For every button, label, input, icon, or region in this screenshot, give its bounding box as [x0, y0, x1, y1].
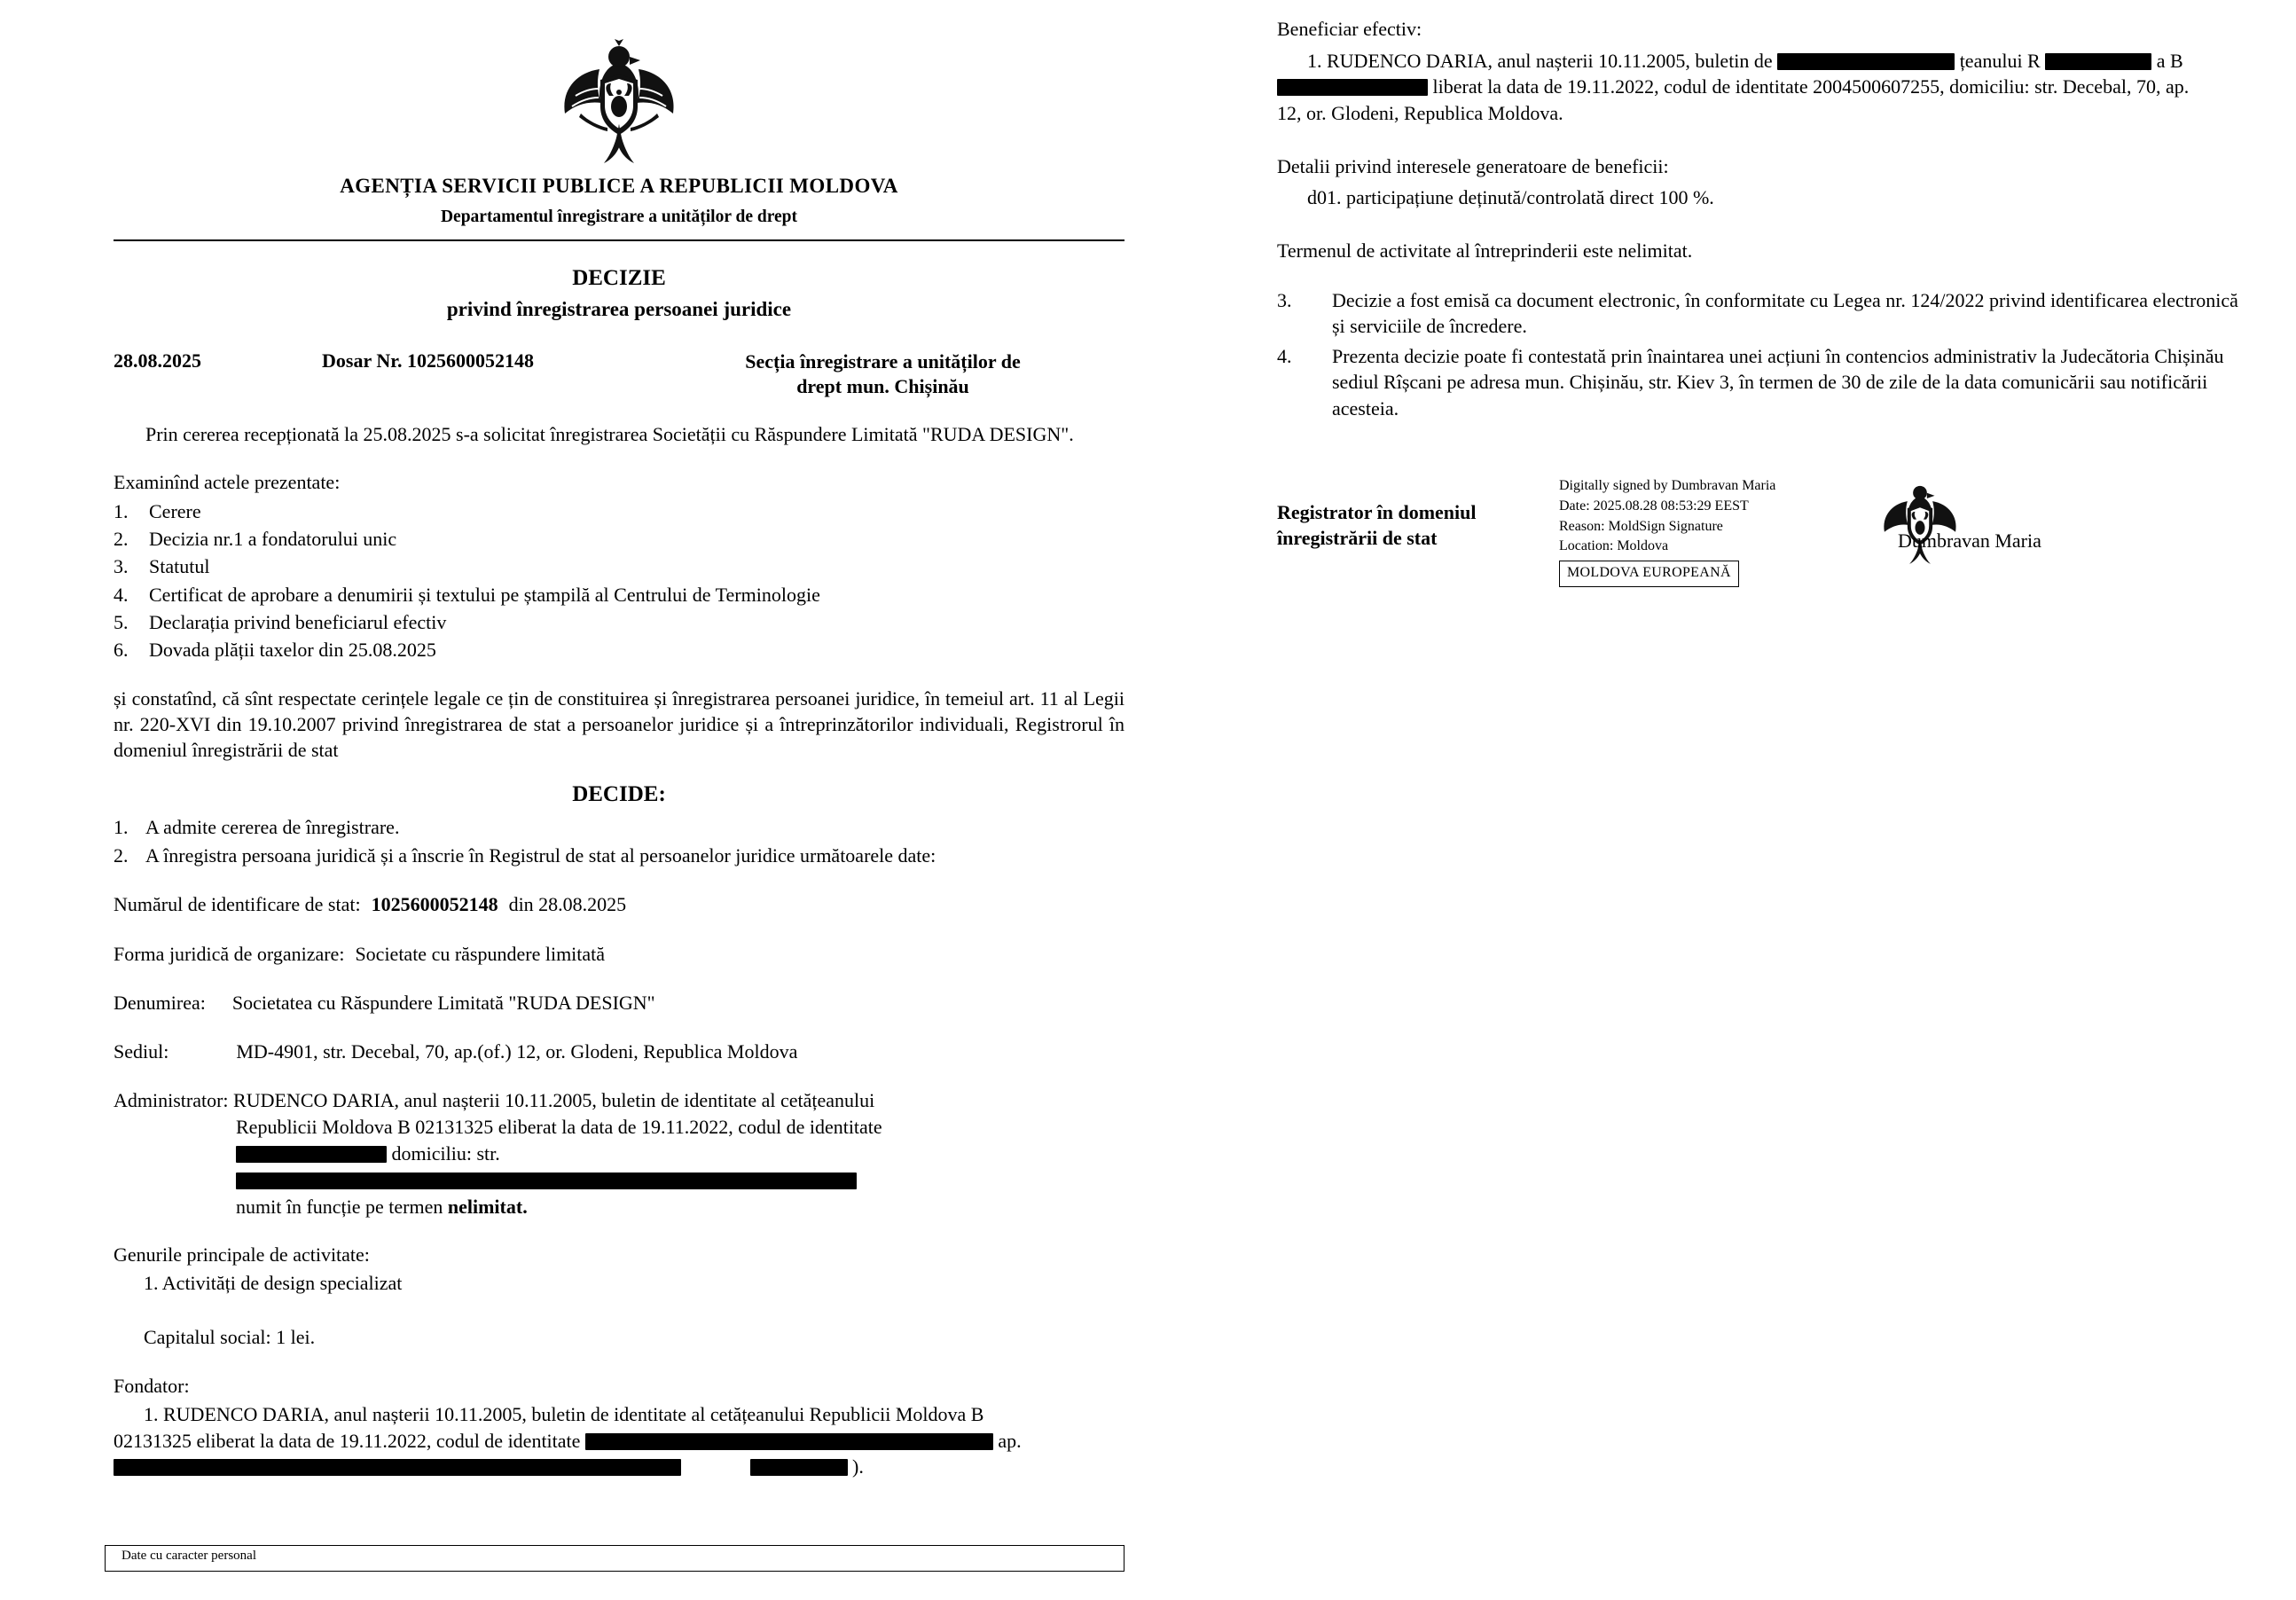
header-divider: [114, 239, 1124, 241]
field-legal-form: [114, 941, 1124, 967]
redacted-block: [1277, 79, 1428, 96]
beneficiary-line-2-text: liberat la data de 19.11.2022, codul de identitate 2004500607255, domiciliu: str. Decebal, 70, ap.: [1432, 75, 2190, 98]
list-item-number: 1.: [114, 816, 129, 839]
list-item: [114, 636, 1124, 663]
list-item-label: Certificat de aprobare a denumirii și textului pe ștampilă al Centrului de Terminologie: [149, 583, 820, 606]
list-item: [114, 553, 1124, 580]
list-item-label: Declarația privind beneficiarul efectiv: [149, 610, 447, 633]
right-column: [1277, 16, 2253, 592]
redacted-block: [1777, 53, 1955, 70]
field-value: Societatea cu Răspundere Limitată "RUDA DESIGN": [231, 991, 655, 1014]
decide-heading: DECIDE:: [572, 782, 666, 807]
administrator-line-2: Republicii Moldova B 02131325 eliberat la data de 19.11.2022, codul de identitate: [236, 1116, 882, 1139]
list-item-label: A admite cererea de înregistrare.: [145, 816, 400, 839]
list-item: [1277, 287, 2253, 340]
list-item: [114, 581, 1124, 608]
field-address: [114, 1039, 1124, 1064]
founder-details: [114, 1401, 1124, 1481]
interests-item: d01. participațiune deținută/controlată direct 100 %.: [1307, 186, 1714, 209]
beneficiary-line-1-mid: țeanului R: [1959, 49, 2041, 72]
registrar-role-line2: înregistrării de stat: [1277, 527, 1438, 550]
list-item-label: A înregistra persoana juridică și a înscrie în Registrul de stat al persoanelor juridice următoarele date:: [145, 843, 936, 867]
field-administrator: [114, 1087, 1124, 1220]
personal-data-footer: Date cu caracter personal: [105, 1545, 1124, 1572]
interests-label: Detalii privind interesele generatoare de beneficii:: [1277, 154, 1669, 177]
list-item-label: Decizie a fost emisă ca document electronic, în conformitate cu Legea nr. 124/2022 privind identificarea electronică și serviciile de încredere.: [1332, 288, 2238, 338]
activities-item: 1. Activități de design specializat: [144, 1272, 403, 1294]
list-item-label: Dovada plății taxelor din 25.08.2025: [149, 639, 436, 662]
field-value-suffix: din 28.08.2025: [508, 893, 627, 916]
field-label: Numărul de identificare de stat:: [114, 893, 361, 916]
activity-term: Termenul de activitate al întreprinderii este nelimitat.: [1277, 239, 1693, 263]
signature-meta-line4: Location: Moldova: [1559, 538, 1669, 554]
founder-label: Fondator:: [114, 1374, 190, 1397]
list-item-label: Prezenta decizie poate fi contestată prin înaintarea unei acțiuni în contencios administrativ la Judecătoria Chișinău sediul Rîșcani pe adresa mun. Chișinău, str. Kiev 3, în termen de 30 de zile de la data comunicării sau notificării acesteia.: [1332, 344, 2224, 420]
founder-line-2-prefix: 02131325 eliberat la data de 19.11.2022, codul de identitate: [114, 1429, 581, 1452]
signature-meta-line1: Digitally signed by Dumbravan Maria: [1559, 478, 1776, 494]
signature-meta-line3: Reason: MoldSign Signature: [1559, 518, 1723, 534]
dossier-number: Dosar Nr. 1025600052148: [322, 349, 534, 372]
department-name: Departamentul înregistrare a unităților de drept: [440, 208, 798, 226]
redacted-block: [236, 1173, 857, 1189]
administrator-domicile-label: domiciliu: str.: [391, 1142, 500, 1165]
field-value: RUDENCO DARIA, anul nașterii 10.11.2005, buletin de identitate al cetățeanului: [233, 1089, 875, 1112]
field-value: 1025600052148: [371, 893, 498, 916]
left-column: [114, 25, 1124, 1480]
list-item-label: Statutul: [149, 555, 210, 578]
signature-meta-line2: Date: 2025.08.28 08:53:29 EEST: [1559, 498, 1749, 514]
field-label: Denumirea:: [114, 991, 206, 1014]
field-label: Administrator:: [114, 1089, 229, 1112]
right-decisions-list: [1277, 287, 2253, 421]
list-item: [114, 814, 1124, 841]
signature-badge: MOLDOVA EUROPEANĂ: [1559, 561, 1739, 587]
field-label: Sediul:: [114, 1040, 169, 1063]
founder-line-2-suffix: ap.: [998, 1429, 1022, 1452]
activities-label: Genurile principale de activitate:: [114, 1243, 370, 1266]
examined-acts-label: Examinînd actele prezentate:: [114, 470, 341, 493]
legal-basis-paragraph: și constatînd, că sînt respectate cerințele legale ce țin de constituirea și înregistrarea persoanei juridice, în temeiul art. 11 al Legii nr. 220-XVI din 19.10.2007 privind înregistrarea de stat a persoanelor juridice și a întreprinzătorilor individuali, Registrorul în domeniul înregistrării de stat: [114, 687, 1124, 761]
founder-line-3-end: ).: [852, 1455, 864, 1478]
founder-line-2: [114, 1428, 1124, 1455]
list-item-label: Decizia nr.1 a fondatorului unic: [149, 528, 397, 551]
registrar-role: [1277, 499, 1543, 552]
beneficiary-line-1: [1307, 48, 2253, 75]
administrator-line-1: [114, 1087, 1124, 1114]
issuing-section-line2: drept mun. Chișinău: [796, 375, 969, 398]
coat-of-arms-icon: [114, 25, 1124, 171]
redacted-block: [114, 1459, 681, 1476]
redacted-block: [585, 1433, 993, 1450]
founder-line-1: 1. RUDENCO DARIA, anul nașterii 10.11.2005, buletin de identitate al cetățeanului Republicii Moldova B: [144, 1402, 984, 1425]
document-meta: [114, 349, 1124, 399]
document-subtitle: privind înregistrarea persoanei juridice: [446, 298, 792, 320]
beneficiary-line-2: [1277, 74, 2253, 100]
digital-signature-meta: [1559, 476, 1775, 587]
list-item: [114, 525, 1124, 553]
list-item-number: 4.: [1277, 344, 1292, 367]
agency-name: AGENȚIA SERVICII PUBLICE A REPUBLICII MOLDOVA: [340, 175, 898, 197]
administrator-line-3: [114, 1141, 1124, 1194]
beneficiary-line-1-post: a B: [2156, 49, 2183, 72]
intro-paragraph: Prin cererea recepționată la 25.08.2025 s-a solicitat înregistrarea Societății cu Răspundere Limitată "RUDA DESIGN".: [145, 423, 1074, 446]
field-label: Forma juridică de organizare:: [114, 942, 345, 965]
administrator-term-value: nelimitat.: [447, 1196, 528, 1219]
list-item-number: 1.: [114, 499, 129, 522]
beneficiary-line-3: 12, or. Glodeni, Republica Moldova.: [1277, 102, 1563, 125]
list-item-number: 3.: [1277, 288, 1292, 311]
list-item: [114, 608, 1124, 636]
issuing-section: [641, 349, 1124, 399]
signature-coat-of-arms-icon: [1862, 469, 1978, 571]
signature-block: [1277, 476, 2253, 592]
administrator-line-4: [114, 1194, 1124, 1220]
redacted-block: [236, 1146, 387, 1163]
list-item: [1277, 343, 2253, 421]
field-value: MD-4901, str. Decebal, 70, ap.(of.) 12, or. Glodeni, Republica Moldova: [236, 1040, 798, 1063]
administrator-term-prefix: numit în funcție pe termen: [236, 1196, 443, 1219]
list-item: [114, 843, 1124, 869]
list-item-number: 5.: [114, 610, 129, 633]
examined-acts-list: [114, 498, 1124, 663]
share-capital: Capitalul social: 1 lei.: [144, 1325, 316, 1348]
founder-line-3: [114, 1454, 1124, 1480]
list-item-number: 3.: [114, 555, 129, 578]
beneficiary-details: [1277, 48, 2253, 127]
list-item-label: Cerere: [149, 499, 201, 522]
registrar-role-line1: Registrator în domeniul: [1277, 501, 1477, 524]
list-item-number: 6.: [114, 639, 129, 662]
field-value: Societate cu răspundere limitată: [355, 942, 606, 965]
list-item-number: 2.: [114, 528, 129, 551]
field-company-name: [114, 990, 1124, 1016]
signer-name: Dumbravan Maria: [1898, 529, 2041, 553]
field-state-id: [114, 891, 1124, 917]
list-item-number: 4.: [114, 583, 129, 606]
beneficiary-line-1-prefix: 1. RUDENCO DARIA, anul nașterii 10.11.2005, buletin de: [1307, 49, 1773, 72]
issuing-section-line1: Secția înregistrare a unităților de: [745, 350, 1021, 373]
document-title: DECIZIE: [572, 266, 666, 290]
list-item: [114, 498, 1124, 525]
redacted-block: [750, 1459, 848, 1476]
beneficiary-label: Beneficiar efectiv:: [1277, 18, 1422, 40]
decisions-list: [114, 814, 1124, 868]
redacted-block: [2045, 53, 2151, 70]
list-item-number: 2.: [114, 843, 129, 867]
decision-date: 28.08.2025: [114, 349, 201, 372]
